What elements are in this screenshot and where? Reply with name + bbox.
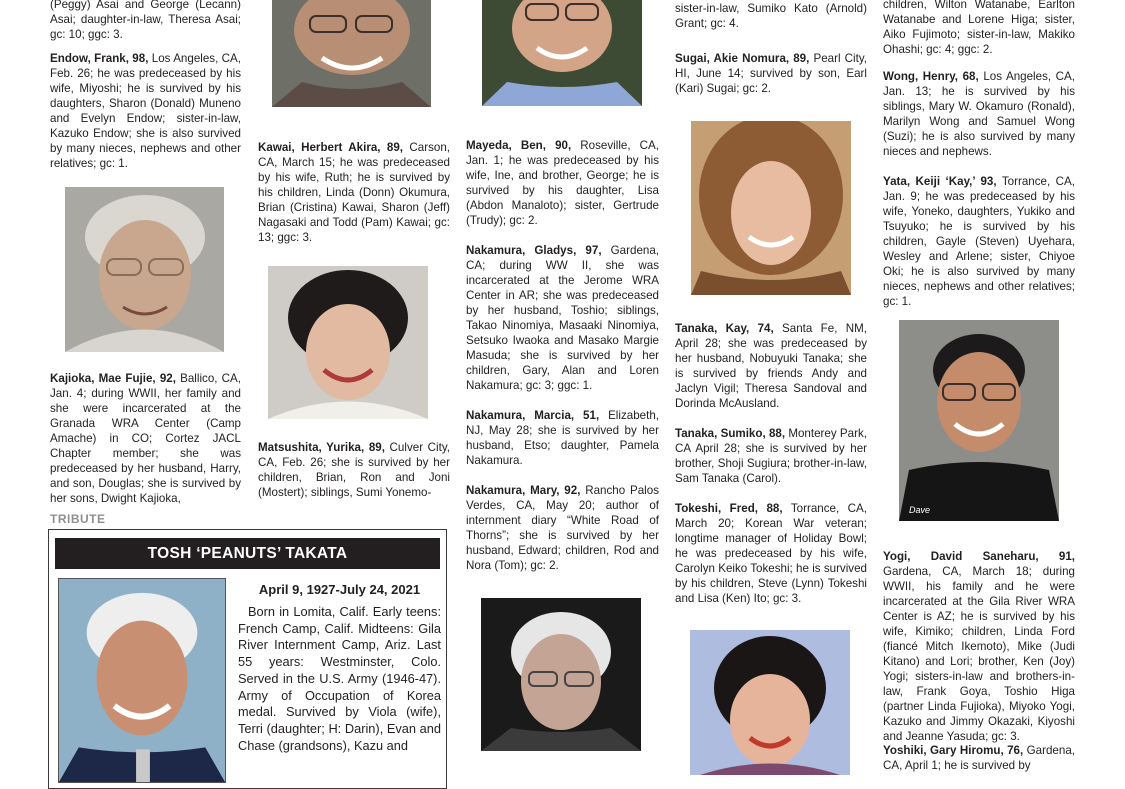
obituary-entry: Nakamura, Marcia, 51, Elizabeth, NJ, May 28; she is survived by her husband, Etso; daughter, Pamela Nakamura. <box>466 409 659 467</box>
tribute-body: Born in Lomita, Calif. Early teens: French Camp, Calif. Midteens: Gila River Internment Camp, Ariz. Last 55 years: Westminster, Colo. Served in the U.S. Army (1946-47). Army of Occupation of Korea medal. Survived by Viola (wife), Terri (daughter; H: Darin), Evan and Chase (grandsons), Kazu and <box>238 604 441 753</box>
tribute-label: TRIBUTE <box>50 512 106 526</box>
obituary-continuation: (Peggy) Asai and George (Lecann) Asai; daughter-in-law, Theresa Asai; gc: 10; ggc: 3. <box>50 0 241 41</box>
tribute-title: TOSH ‘PEANUTS’ TAKATA <box>55 538 440 569</box>
tribute-portrait-photo <box>58 578 226 783</box>
obituary-entry: Yogi, David Saneharu, 91, Gardena, CA, March 18; during WWII, his family and he were incarcerated at the Gila River WRA Center is AZ; he is survived by his wife, Kimiko; children, Linda Ford (fiancé Mitch Ikemoto), Mike (Judi Kitano) and Lori; brother, Ken (Joy) Yogi; sisters-in-law and brothers-in-law, Frank Goya, Toshio Higa (partner Linda Fujioka), Miyoko Yogi, Kazuko and Jimmy Okazaki, Kiyoshi and Jeanne Yasuda; gc: 3. <box>883 550 1075 743</box>
obituary-entry: Nakamura, Mary, 92, Rancho Palos Verdes, CA, May 20; author of internment diary “White Road of Thorns”; she is survived by her husband, Edward; children, Rod and Nora (Tom); gc: 2. <box>466 484 659 572</box>
portrait-photo <box>899 320 1059 521</box>
obituary-entry: Kajioka, Mae Fujie, 92, Ballico, CA, Jan. 4; during WWII, her family and she were incarcerated at the Granada WRA Center (Camp Amache) in CO; Cortez JACL Chapter member; she was predeceased by her husband, Harry, and son, Douglas; she is survived by her sons, Dwight Kajioka, <box>50 372 241 505</box>
obituary-entry: Wong, Henry, 68, Los Angeles, CA, Jan. 13; he is survived by his siblings, Mary W. Okamuro (Ronald), Marilyn Wong and Samuel Wong (Suzi); he is also survived by many nieces and nephews. <box>883 70 1076 158</box>
tribute-box <box>48 529 447 789</box>
obituary-entry: Nakamura, Gladys, 97, Gardena, CA; during WW II, she was incarcerated at the Jerome WRA Center in AR; she was predeceased by her husband, Toshio; siblings, Takao Ninomiya, Masaaki Ninomiya, Setsuko Iwaoka and Masako Margie Masuda; she is survived by her children, Gary, Alan and Loren Nakamura; gc: 3; ggc: 1. <box>466 244 660 392</box>
tribute-dates: April 9, 1927-July 24, 2021 <box>258 582 421 597</box>
portrait-photo <box>65 187 224 352</box>
portrait-photo <box>690 630 850 775</box>
obituary-continuation: children, Wilton Watanabe, Earlton Watanabe and Lorene Higa; sister, Aiko Fujimoto; sister-in-law, Makiko Ohashi; gc: 4; ggc: 2. <box>883 0 1075 56</box>
obituary-entry: Tanaka, Kay, 74, Santa Fe, NM, April 28; she was predeceased by her husband, Nobuyuki Tanaka; she is survived by friends Andy and Jaclyn Vigil; Theresa Sandoval and Dorinda McAusland. <box>675 322 867 410</box>
portrait-photo <box>272 0 431 107</box>
obituary-entry: Yoshiki, Gary Hiromu, 76, Gardena, CA, April 1; he is survived by <box>883 744 1076 772</box>
obituary-entry: Sugai, Akie Nomura, 89, Pearl City, HI, June 14; survived by son, Earl (Kari) Sugai; gc: 2. <box>675 52 867 95</box>
portrait-photo <box>691 121 851 295</box>
obituary-entry: Mayeda, Ben, 90, Roseville, CA, Jan. 1; he was predeceased by his wife, Ine, and brother, George; he is survived by his daughter, Lisa (Abdon Manaloto); sister, Gertrude (Trudy); gc: 2. <box>466 139 659 227</box>
portrait-photo <box>481 598 641 751</box>
obituary-continuation: sister-in-law, Sumiko Kato (Arnold) Grant; gc: 4. <box>675 2 867 30</box>
obituary-entry: Tokeshi, Fred, 88, Torrance, CA, March 20; Korean War veteran; longtime manager of Holiday Bowl; he was predeceased by his wife, Carolyn Keiko Tokeshi; he is survived by his children, Steve (Lynn) Tokeshi and Lisa (Ken) Ito; gc: 3. <box>675 502 867 605</box>
portrait-photo <box>482 0 642 106</box>
portrait-photo <box>268 266 428 419</box>
obituary-entry: Endow, Frank, 98, Los Angeles, CA, Feb. 26; he was predeceased by his wife, Miyoshi; he is survived by his daughters, Sharon (Donald) Muneno and Evelyn Endow; sister-in-law, Kazuko Endow; she is also survived by many nieces, nephews and other relatives; gc: 1. <box>50 52 241 170</box>
obituary-entry: Matsushita, Yurika, 89, Culver City, CA, Feb. 26; she is survived by her children, Brian, Ron and Joni (Mostert); siblings, Sumi Yonemo- <box>258 441 450 499</box>
obituary-entry: Yata, Keiji ‘Kay,’ 93, Torrance, CA, Jan. 9; he was predeceased by his wife, Yoneko, daughters, Yukiko and Tsuyuko; he is survived by his children, Gayle (Steven) Uyehara, Wesley and Arlene; sister, Chiyoe Oki; he is also survived by many nieces, nephews and other relatives; gc: 1. <box>883 175 1076 308</box>
obituary-entry: Kawai, Herbert Akira, 89, Carson, CA, March 15; he was predeceased by his wife, Ruth; he is survived by his children, Linda (Donn) Okumura, Brian (Cristina) Kawai, Sharon (Jeff) Nagasaki and Todd (Pam) Kawai; gc: 13; ggc: 3. <box>258 141 450 244</box>
obituary-entry: Tanaka, Sumiko, 88, Monterey Park, CA April 28; she is survived by her brother, Shoji Sugiura; brother-in-law, Sam Tanaka (Carol). <box>675 427 867 485</box>
photo-caption: Dave <box>909 505 931 515</box>
